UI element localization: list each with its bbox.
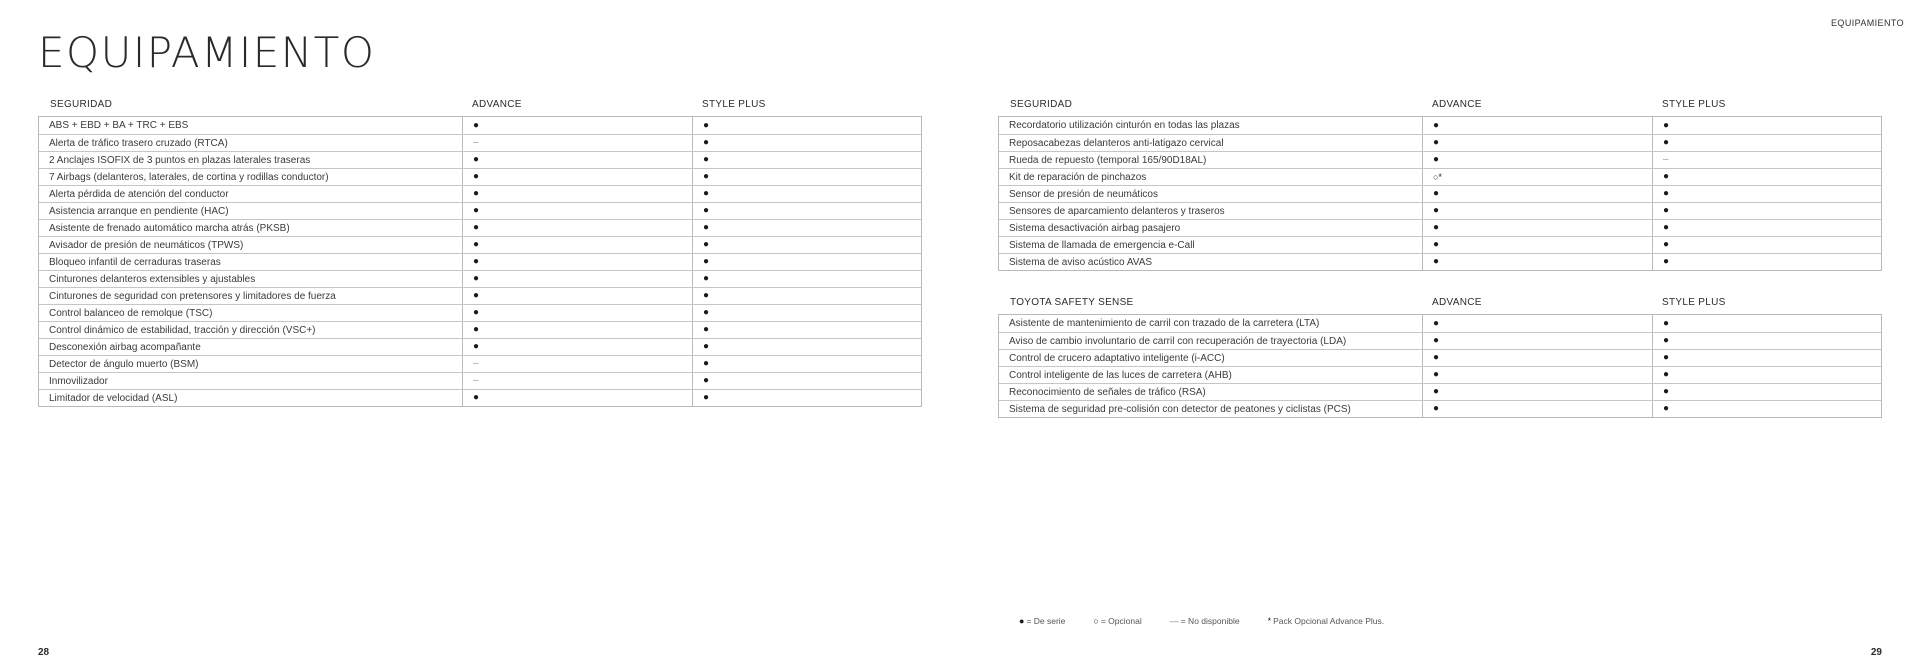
table-row	[39, 134, 921, 151]
advance-cell	[463, 117, 693, 134]
hollow-dot-icon: ○*	[1433, 171, 1442, 182]
table-row	[39, 202, 921, 219]
table-row	[39, 168, 921, 185]
legend-item-optional	[1093, 616, 1141, 626]
feature-cell: Alerta pérdida de atención del conductor	[39, 186, 463, 202]
feature-cell: Reconocimiento de señales de tráfico (RSA)	[999, 384, 1423, 400]
filled-dot-icon: ●	[703, 119, 710, 131]
feature-cell: Kit de reparación de pinchazos	[999, 169, 1423, 185]
advance-cell	[1423, 135, 1653, 151]
advance-cell	[1423, 220, 1653, 236]
header-style-plus: STYLE PLUS	[1662, 296, 1726, 308]
filled-dot-icon: ●	[473, 171, 480, 182]
filled-dot-icon: ●	[703, 341, 710, 352]
advance-cell	[1423, 169, 1653, 185]
style-plus-cell	[1653, 135, 1881, 151]
style-plus-cell	[1653, 350, 1881, 366]
filled-dot-icon: ●	[703, 137, 710, 148]
legend-text: Pack Opcional Advance Plus.	[1273, 616, 1385, 626]
feature-cell: Desconexión airbag acompañante	[39, 339, 463, 355]
feature-cell: Cinturones de seguridad con pretensores y limitadores de fuerza	[39, 288, 463, 304]
filled-dot-icon: ●	[703, 290, 710, 301]
filled-dot-icon: ●	[1433, 205, 1440, 216]
style-plus-cell	[693, 220, 921, 236]
table-row	[999, 185, 1881, 202]
filled-dot-icon: ●	[473, 256, 480, 267]
filled-dot-icon: ●	[473, 341, 480, 352]
table-row	[39, 117, 921, 134]
table-row	[999, 168, 1881, 185]
filled-dot-icon: ●	[1663, 335, 1670, 346]
filled-dot-icon: ●	[473, 188, 480, 199]
filled-dot-icon: ●	[1663, 188, 1670, 199]
style-plus-cell	[1653, 117, 1881, 134]
advance-cell	[1423, 186, 1653, 202]
filled-dot-icon: ●	[703, 256, 710, 267]
feature-cell: Sistema de llamada de emergencia e-Call	[999, 237, 1423, 253]
table-row	[39, 304, 921, 321]
feature-cell: Sensores de aparcamiento delanteros y traseros	[999, 203, 1423, 219]
style-plus-cell	[693, 322, 921, 338]
advance-cell	[463, 237, 693, 253]
filled-dot-icon: ●	[1663, 222, 1670, 233]
style-plus-cell	[693, 339, 921, 355]
table-row	[999, 332, 1881, 349]
feature-cell: Rueda de repuesto (temporal 165/90D18AL)	[999, 152, 1423, 168]
advance-cell	[1423, 384, 1653, 400]
feature-cell: Bloqueo infantil de cerraduras traseras	[39, 254, 463, 270]
advance-cell	[463, 288, 693, 304]
toyota-safety-sense-table	[998, 293, 1882, 418]
advance-cell	[463, 203, 693, 219]
advance-cell	[463, 135, 693, 151]
filled-dot-icon: ●	[1663, 239, 1670, 250]
filled-dot-icon: ●	[1433, 317, 1440, 329]
filled-dot-icon: ●	[703, 205, 710, 216]
feature-cell: Asistente de mantenimiento de carril con trazado de la carretera (LTA)	[999, 315, 1423, 332]
advance-cell	[463, 186, 693, 202]
advance-cell	[463, 271, 693, 287]
filled-dot-icon: ●	[1663, 369, 1670, 380]
advance-cell	[1423, 333, 1653, 349]
table-row	[39, 185, 921, 202]
style-plus-cell	[1653, 152, 1881, 168]
filled-dot-icon: ●	[703, 222, 710, 233]
style-plus-cell	[693, 135, 921, 151]
filled-dot-icon: ●	[703, 239, 710, 250]
dash-icon: –	[1663, 154, 1669, 165]
table-row	[999, 315, 1881, 332]
table-row	[999, 253, 1881, 270]
style-plus-cell	[693, 117, 921, 134]
filled-dot-icon: ●	[473, 290, 480, 301]
header-style-plus: STYLE PLUS	[702, 98, 766, 110]
filled-dot-icon: ●	[1433, 188, 1440, 199]
feature-cell: Control inteligente de las luces de carretera (AHB)	[999, 367, 1423, 383]
advance-cell	[1423, 152, 1653, 168]
style-plus-cell	[1653, 384, 1881, 400]
advance-cell	[1423, 237, 1653, 253]
table-row	[39, 236, 921, 253]
table-row	[999, 219, 1881, 236]
filled-dot-icon: ●	[703, 171, 710, 182]
header-feature: SEGURIDAD	[50, 98, 113, 110]
advance-cell	[463, 322, 693, 338]
filled-dot-icon: ●	[1433, 256, 1440, 267]
header-advance: ADVANCE	[472, 98, 522, 110]
table-row	[39, 389, 921, 406]
filled-dot-icon: ●	[1433, 119, 1440, 131]
advance-cell	[1423, 254, 1653, 270]
feature-cell: ABS + EBD + BA + TRC + EBS	[39, 117, 463, 134]
filled-dot-icon: ●	[703, 273, 710, 284]
seguridad-table-right	[998, 95, 1882, 271]
table-row	[39, 219, 921, 236]
asterisk-icon: *	[1267, 616, 1272, 626]
advance-cell	[463, 373, 693, 389]
advance-cell	[1423, 203, 1653, 219]
style-plus-cell	[693, 305, 921, 321]
filled-dot-icon: ●	[473, 307, 480, 318]
style-plus-cell	[1653, 186, 1881, 202]
filled-dot-icon: ●	[703, 358, 710, 369]
style-plus-cell	[1653, 254, 1881, 270]
filled-dot-icon: ●	[703, 375, 710, 386]
table-row	[999, 134, 1881, 151]
style-plus-cell	[693, 373, 921, 389]
legend-item-unavailable	[1170, 616, 1240, 626]
style-plus-cell	[693, 271, 921, 287]
filled-dot-icon: ●	[1663, 119, 1670, 131]
dash-icon: –	[473, 137, 479, 148]
legend	[1019, 616, 1384, 626]
table-header	[998, 293, 1882, 311]
feature-cell: Avisador de presión de neumáticos (TPWS)	[39, 237, 463, 253]
feature-cell: Asistente de frenado automático marcha atrás (PKSB)	[39, 220, 463, 236]
legend-text: = No disponible	[1180, 616, 1240, 626]
table-body	[998, 116, 1882, 271]
header-advance: ADVANCE	[1432, 98, 1482, 110]
filled-dot-icon: ●	[1433, 222, 1440, 233]
advance-cell	[463, 305, 693, 321]
filled-dot-icon: ●	[1663, 171, 1670, 182]
table-row	[39, 338, 921, 355]
style-plus-cell	[693, 390, 921, 406]
page-title: EQUIPAMIENTO	[38, 28, 376, 77]
legend-item-standard	[1019, 616, 1065, 626]
header-feature: SEGURIDAD	[1010, 98, 1073, 110]
dash-icon: –	[473, 375, 479, 386]
advance-cell	[463, 169, 693, 185]
style-plus-cell	[1653, 203, 1881, 219]
advance-cell	[1423, 117, 1653, 134]
table-row	[999, 366, 1881, 383]
section-label: EQUIPAMIENTO	[1831, 18, 1904, 28]
filled-dot-icon: ●	[473, 205, 480, 216]
filled-dot-icon: ●	[473, 324, 480, 335]
header-advance: ADVANCE	[1432, 296, 1482, 308]
filled-dot-icon: ●	[473, 239, 480, 250]
table-row	[999, 400, 1881, 417]
style-plus-cell	[693, 356, 921, 372]
feature-cell: Detector de ángulo muerto (BSM)	[39, 356, 463, 372]
table-row	[39, 321, 921, 338]
filled-dot-icon: ●	[1663, 256, 1670, 267]
feature-cell: Control balanceo de remolque (TSC)	[39, 305, 463, 321]
style-plus-cell	[693, 186, 921, 202]
style-plus-cell	[693, 237, 921, 253]
style-plus-cell	[1653, 401, 1881, 417]
advance-cell	[1423, 315, 1653, 332]
table-row	[999, 202, 1881, 219]
filled-dot-icon: ●	[703, 392, 710, 403]
style-plus-cell	[693, 169, 921, 185]
header-feature: TOYOTA SAFETY SENSE	[1010, 296, 1134, 308]
dash-icon: –	[473, 358, 479, 369]
feature-cell: Control de crucero adaptativo inteligente (i-ACC)	[999, 350, 1423, 366]
table-row	[39, 355, 921, 372]
advance-cell	[1423, 367, 1653, 383]
advance-cell	[463, 356, 693, 372]
feature-cell: Asistencia arranque en pendiente (HAC)	[39, 203, 463, 219]
header-style-plus: STYLE PLUS	[1662, 98, 1726, 110]
table-row	[999, 383, 1881, 400]
filled-dot-icon: ●	[703, 154, 710, 165]
hollow-dot-icon: ○	[1093, 616, 1099, 626]
advance-cell	[1423, 401, 1653, 417]
advance-cell	[463, 390, 693, 406]
table-row	[39, 287, 921, 304]
filled-dot-icon: ●	[473, 392, 480, 403]
style-plus-cell	[1653, 367, 1881, 383]
filled-dot-icon: ●	[1019, 616, 1025, 626]
seguridad-table-left	[38, 95, 922, 407]
table-row	[999, 236, 1881, 253]
filled-dot-icon: ●	[473, 273, 480, 284]
filled-dot-icon: ●	[1433, 154, 1440, 165]
page-number-right: 29	[1870, 647, 1882, 658]
filled-dot-icon: ●	[1663, 205, 1670, 216]
advance-cell	[463, 220, 693, 236]
feature-cell: Limitador de velocidad (ASL)	[39, 390, 463, 406]
filled-dot-icon: ●	[703, 324, 710, 335]
dash-icon: —	[1169, 616, 1179, 626]
table-row	[39, 270, 921, 287]
style-plus-cell	[693, 254, 921, 270]
filled-dot-icon: ●	[473, 119, 480, 131]
page-number-left: 28	[38, 647, 50, 658]
feature-cell: Sistema desactivación airbag pasajero	[999, 220, 1423, 236]
feature-cell: Aviso de cambio involuntario de carril con recuperación de trayectoria (LDA)	[999, 333, 1423, 349]
feature-cell: Alerta de tráfico trasero cruzado (RTCA)	[39, 135, 463, 151]
table-row	[39, 372, 921, 389]
filled-dot-icon: ●	[1433, 352, 1440, 363]
filled-dot-icon: ●	[703, 307, 710, 318]
legend-text: = De serie	[1026, 616, 1066, 626]
table-row	[999, 117, 1881, 134]
filled-dot-icon: ●	[1433, 137, 1440, 148]
filled-dot-icon: ●	[1663, 352, 1670, 363]
style-plus-cell	[1653, 169, 1881, 185]
advance-cell	[1423, 350, 1653, 366]
feature-cell: Control dinámico de estabilidad, tracción y dirección (VSC+)	[39, 322, 463, 338]
style-plus-cell	[693, 203, 921, 219]
table-row	[999, 151, 1881, 168]
legend-item-pack	[1268, 616, 1385, 626]
advance-cell	[463, 339, 693, 355]
advance-cell	[463, 152, 693, 168]
table-body	[998, 314, 1882, 418]
filled-dot-icon: ●	[1663, 137, 1670, 148]
feature-cell: Sistema de aviso acústico AVAS	[999, 254, 1423, 270]
table-row	[39, 253, 921, 270]
feature-cell: Sistema de seguridad pre-colisión con detector de peatones y ciclistas (PCS)	[999, 401, 1423, 417]
table-row	[39, 151, 921, 168]
feature-cell: 7 Airbags (delanteros, laterales, de cortina y rodillas conductor)	[39, 169, 463, 185]
advance-cell	[463, 254, 693, 270]
filled-dot-icon: ●	[473, 222, 480, 233]
table-header	[38, 95, 922, 113]
style-plus-cell	[693, 152, 921, 168]
feature-cell: 2 Anclajes ISOFIX de 3 puntos en plazas laterales traseras	[39, 152, 463, 168]
filled-dot-icon: ●	[1433, 403, 1440, 414]
table-body	[38, 116, 922, 407]
style-plus-cell	[1653, 315, 1881, 332]
filled-dot-icon: ●	[1433, 369, 1440, 380]
style-plus-cell	[1653, 333, 1881, 349]
filled-dot-icon: ●	[1433, 335, 1440, 346]
style-plus-cell	[693, 288, 921, 304]
table-row	[999, 349, 1881, 366]
feature-cell: Inmovilizador	[39, 373, 463, 389]
style-plus-cell	[1653, 237, 1881, 253]
filled-dot-icon: ●	[473, 154, 480, 165]
legend-text: = Opcional	[1100, 616, 1142, 626]
feature-cell: Cinturones delanteros extensibles y ajustables	[39, 271, 463, 287]
feature-cell: Recordatorio utilización cinturón en todas las plazas	[999, 117, 1423, 134]
filled-dot-icon: ●	[1663, 317, 1670, 329]
feature-cell: Reposacabezas delanteros anti-latigazo cervical	[999, 135, 1423, 151]
filled-dot-icon: ●	[1433, 239, 1440, 250]
filled-dot-icon: ●	[703, 188, 710, 199]
table-header	[998, 95, 1882, 113]
filled-dot-icon: ●	[1663, 386, 1670, 397]
feature-cell: Sensor de presión de neumáticos	[999, 186, 1423, 202]
filled-dot-icon: ●	[1663, 403, 1670, 414]
filled-dot-icon: ●	[1433, 386, 1440, 397]
style-plus-cell	[1653, 220, 1881, 236]
